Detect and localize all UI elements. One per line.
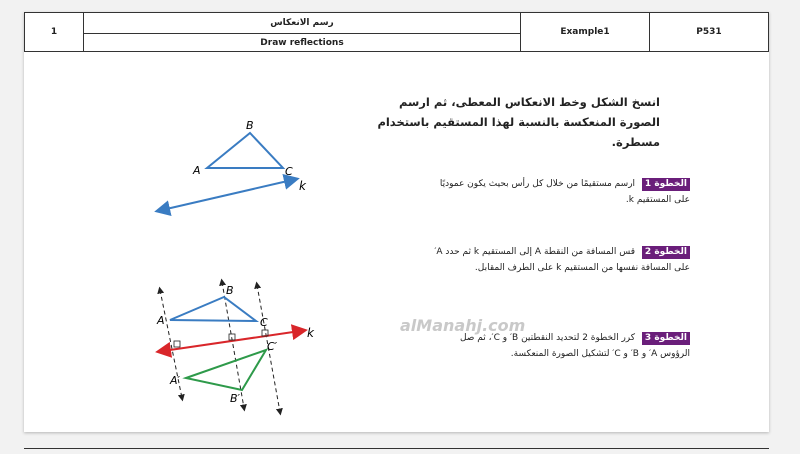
label-c-2: C — [260, 316, 268, 329]
step-3-badge: الخطوة 3 — [642, 332, 690, 345]
step-3-text: كرر الخطوة 2 لتحديد النقطتين B′ و C′، ثم صل الرؤوس A′ و B′ و C′ لتشكيل الصورة المنعكسة. — [459, 333, 690, 359]
next-page-edge — [24, 448, 769, 454]
figure-reflection — [156, 282, 315, 412]
example-label: Example1 — [521, 13, 650, 52]
lesson-number: 1 — [25, 13, 84, 52]
label-a-2: A — [157, 314, 165, 327]
instruction-text: انسخ الشكل وخط الانعكاس المعطى، ثم ارسم الصورة المنعكسة بالنسبة لهذا المستقيم باستخدام مسطرة. — [377, 95, 660, 149]
triangle-image — [186, 350, 266, 390]
step-2-badge: الخطوة 2 — [642, 246, 690, 259]
page-number: P531 — [650, 13, 769, 52]
label-b: B — [246, 119, 254, 132]
label-k: k — [299, 179, 306, 193]
label-c: C — [285, 165, 293, 178]
label-a: A — [193, 164, 201, 177]
triangle-abc — [207, 133, 283, 168]
watermark-text: alManahj.com — [400, 316, 526, 335]
step-1-text: ارسم مستقيمًا من خلال كل رأس بحيث يكون عموديًا على المستقيم k. — [439, 179, 690, 205]
step-3 — [430, 330, 690, 362]
label-k-2: k — [307, 326, 314, 340]
label-a-prime: A′ — [170, 374, 181, 387]
title-english: Draw reflections — [84, 34, 521, 52]
step-1 — [430, 176, 690, 208]
step-1-badge: الخطوة 1 — [642, 178, 690, 191]
label-c-prime: C′ — [267, 340, 278, 353]
figure-original — [162, 119, 307, 210]
right-angle-mark-a — [174, 341, 180, 347]
label-b-prime: B′ — [230, 392, 241, 405]
triangle-abc-2 — [170, 297, 256, 321]
step-2 — [430, 244, 690, 276]
mirror-line-k — [162, 180, 292, 210]
label-b-2: B — [226, 284, 234, 297]
step-2-text: قس المسافة من النقطة A إلى المستقيم k ثم حدد A′ على المسافة نفسها من المستقيم k على الطرف المقابل. — [434, 247, 690, 273]
title-arabic: رسم الانعكاس — [84, 13, 521, 34]
